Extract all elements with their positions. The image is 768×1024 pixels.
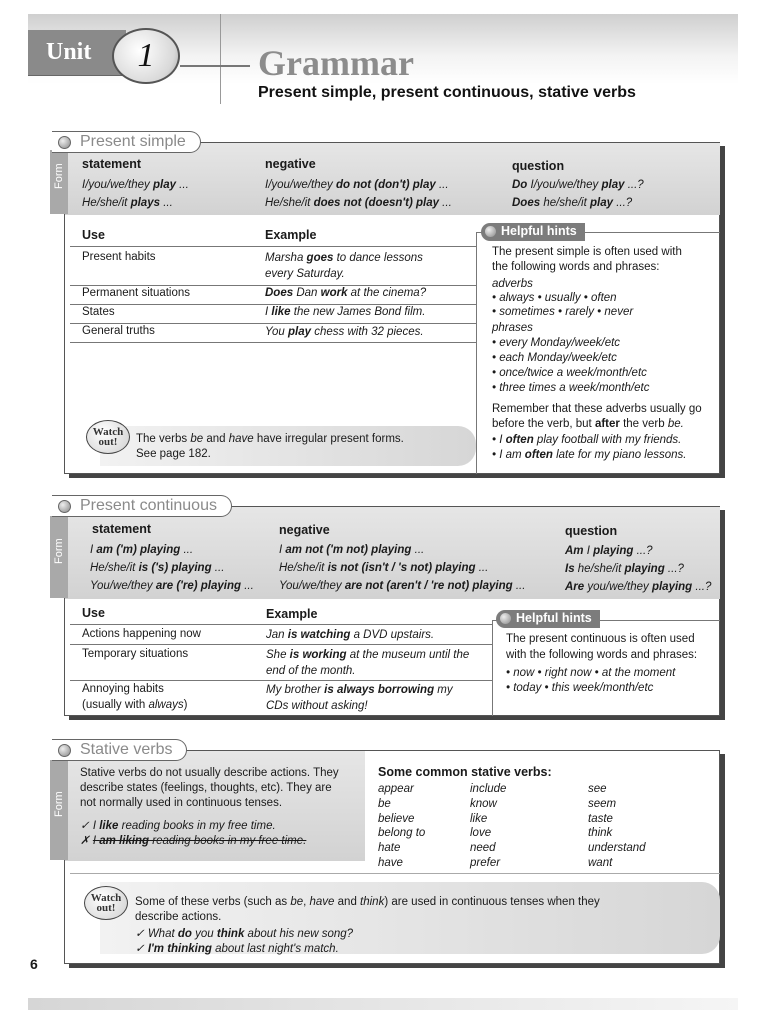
form-negative: I/you/we/they do not (don't) play ... [265,179,449,191]
use-item: Annoying habits [82,683,164,695]
use-item: States [82,306,115,318]
example-item: Jan is watching a DVD upstairs. [266,629,435,641]
unit-label: Unit [28,30,126,76]
stative-verb: prefer [470,856,501,869]
form-label-bar [50,150,68,214]
hints-text: before the verb, but after the verb be. [492,418,684,430]
stative-verb: have [378,856,403,869]
example-item: You play chess with 32 pieces. [265,326,424,338]
divider [70,644,492,645]
divider [70,323,476,324]
divider [70,304,476,305]
stative-verb: appear [378,783,414,795]
form-statement: He/she/it plays ... [82,197,173,209]
example-item: Does Dan work at the cinema? [265,287,427,299]
page-number: 6 [30,956,38,972]
hints-divider [492,620,493,716]
hints-example: • I often play football with my friends. [492,434,682,446]
hints-text: the following words and phrases: [492,261,660,273]
hints-list: • once/twice a week/month/etc [492,367,647,379]
wrong-example: ✗ I am liking reading books in my free time. [80,835,307,847]
stative-verb: understand [588,842,646,855]
hints-subhead: phrases [492,322,533,334]
helpful-hints-label: Helpful hints [496,610,600,628]
stative-desc: Stative verbs do not usually describe actions. They [80,767,339,779]
form-question: Am I playing ...? [565,545,653,557]
form-label: Form [53,163,65,189]
example-item: She is working at the museum until the [266,649,470,661]
example-item: Marsha goes to dance lessons [265,252,423,264]
form-label-bar [50,516,68,598]
stative-col-3 [588,782,646,871]
negative-header: negative [279,523,330,537]
stative-verb: believe [378,812,415,825]
use-header: Use [82,606,105,620]
form-statement: You/we/they are ('re) playing ... [90,580,254,592]
hints-list: • now • right now • at the moment [506,667,676,679]
stative-col-1 [378,782,425,871]
form-label: Form [53,538,65,564]
stative-verb: be [378,797,391,810]
hints-text: The present continuous is often used [506,633,695,645]
hints-list: • always • usually • often [492,292,617,304]
hints-list: • every Monday/week/etc [492,337,621,349]
negative-header: negative [265,157,316,171]
form-statement: He/she/it is ('s) playing ... [90,562,225,574]
form-question: Do I/you/we/they play ...? [512,179,644,191]
form-statement: I/you/we/they play ... [82,179,189,191]
watch-out-text: describe actions. [135,911,222,923]
divider [70,873,720,874]
divider [70,285,476,286]
stative-verb: love [470,827,492,840]
divider [70,246,476,247]
use-header: Use [82,228,105,242]
section-title: Stative verbs [80,741,173,758]
hints-text: with the following words and phrases: [506,649,698,661]
watch-out-text: Some of these verbs (such as be, have and think) are used in continuous tenses when they [135,896,600,908]
form-label-bar [50,760,68,860]
form-negative: I am not ('m not) playing ... [279,544,425,556]
common-stative-header: Some common stative verbs: [378,765,552,779]
watch-out-text: See page 182. [136,448,211,460]
hints-subhead: adverbs [492,278,533,290]
example-item-cont: end of the month. [266,665,356,677]
bullet-icon [58,500,71,513]
use-item: Permanent situations [82,287,191,299]
form-negative: He/she/it does not (doesn't) play ... [265,197,452,209]
header-divider [220,14,221,104]
page-subtitle: Present simple, present continuous, stative verbs [258,84,636,101]
watch-out-text: The verbs be and have have irregular present forms. [136,433,404,445]
stative-verb: know [470,797,497,810]
stative-verb: belong to [378,827,426,840]
statement-header: statement [82,157,142,171]
example-header: Example [265,228,317,242]
hints-list: • sometimes • rarely • never [492,306,634,318]
form-negative: He/she/it is not (isn't / 's not) playing ... [279,562,489,574]
hints-list: • today • this week/month/etc [506,682,654,694]
stative-verb: seem [588,797,617,810]
form-statement: I am ('m) playing ... [90,544,194,556]
header-line [180,65,250,67]
question-header: question [512,159,565,173]
correct-example: ✓ I like reading books in my free time. [80,820,276,832]
watch-out-icon: Watch out! [84,886,128,920]
bullet-icon [58,744,71,757]
helpful-hints-label: Helpful hints [481,223,585,241]
form-question: Are you/we/they playing ...? [565,581,712,593]
example-item-cont: CDs without asking! [266,700,368,712]
stative-verb: include [470,783,507,795]
form-negative: You/we/they are not (aren't / 're not) playing ... [279,580,526,592]
stative-verb: need [470,842,496,855]
hints-divider [476,232,477,474]
use-item: Actions happening now [82,628,201,640]
stative-desc: not normally used in continuous tenses. [80,797,283,809]
present-continuous-tab [52,495,232,517]
divider [70,624,492,625]
divider [70,680,492,681]
section-title: Present continuous [80,497,217,514]
watch-out-icon: Watch out! [86,420,130,454]
stative-verb: taste [588,812,613,825]
stative-desc: describe states (feelings, thoughts, etc). They are [80,782,332,794]
question-header: question [565,524,618,538]
hints-text: Remember that these adverbs usually go [492,403,702,415]
example-item-cont: every Saturday. [265,268,345,280]
form-question: Does he/she/it play ...? [512,197,633,209]
use-item: General truths [82,325,155,337]
example-header: Example [266,607,318,621]
hints-example: • I am often late for my piano lessons. [492,449,687,461]
use-item-cont: (usually with always) [82,699,188,711]
bullet-icon [500,613,511,624]
hints-list: • three times a week/month/etc [492,382,650,394]
bullet-icon [485,226,496,237]
stative-verb: want [588,856,613,869]
watch-out-band [100,426,476,466]
stative-verb: see [588,783,607,795]
divider [70,342,476,343]
stative-verbs-tab [52,739,187,761]
statement-header: statement [92,522,152,536]
hints-text: The present simple is often used with [492,246,682,258]
stative-verb: think [588,827,613,840]
watch-out-example: ✓ I'm thinking about last night's match. [135,943,339,955]
footer-band [28,998,738,1010]
section-title: Present simple [80,133,186,150]
stative-verb: like [470,812,488,825]
use-item: Present habits [82,251,156,263]
stative-verb: hate [378,842,401,855]
present-simple-tab [52,131,201,153]
bullet-icon [58,136,71,149]
watch-out-example: ✓ What do you think about his new song? [135,928,354,940]
unit-number: 1 [112,28,180,84]
page-title: Grammar [258,43,414,83]
example-item: I like the new James Bond film. [265,306,426,318]
form-question: Is he/she/it playing ...? [565,563,684,575]
use-item: Temporary situations [82,648,189,660]
example-item: My brother is always borrowing my [266,684,453,696]
hints-list: • each Monday/week/etc [492,352,617,364]
stative-col-2 [470,782,506,871]
form-label: Form [53,791,65,817]
